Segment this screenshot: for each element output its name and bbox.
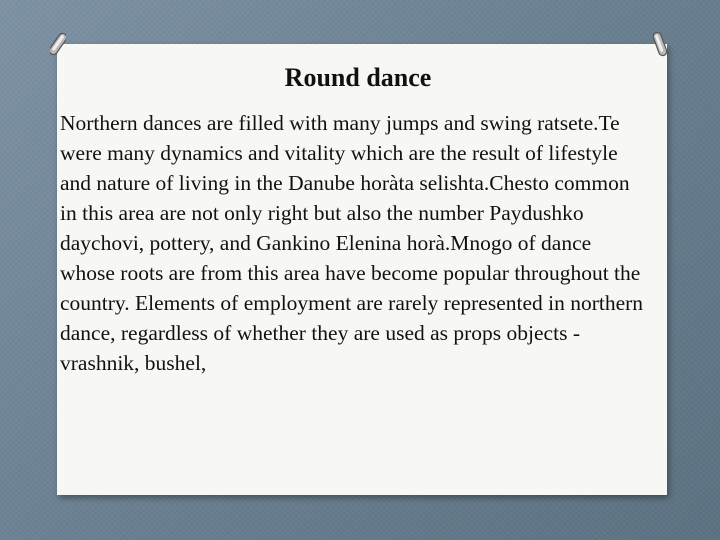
- pushpin-icon: [50, 30, 66, 60]
- slide-body-text: Northern dances are filled with many jumps and swing ratsete.Te were many dynamics and vitality which are the result of lifestyle and nature of living in the Danube horàta selishta.Chesto common in this area are not only right but also the number Paydushko daychovi, pottery, and Gankino Elenina horà.Mnogo of dance whose roots are from this area have become popular throughout the country. Elements of employment are rarely represented in northern dance, regardless of whether they are used as props objects - vrashnik, bushel,: [60, 111, 644, 375]
- pushpin-icon: [652, 30, 668, 60]
- slide-title-text: Round dance: [284, 63, 432, 92]
- slide-title: [0, 60, 720, 96]
